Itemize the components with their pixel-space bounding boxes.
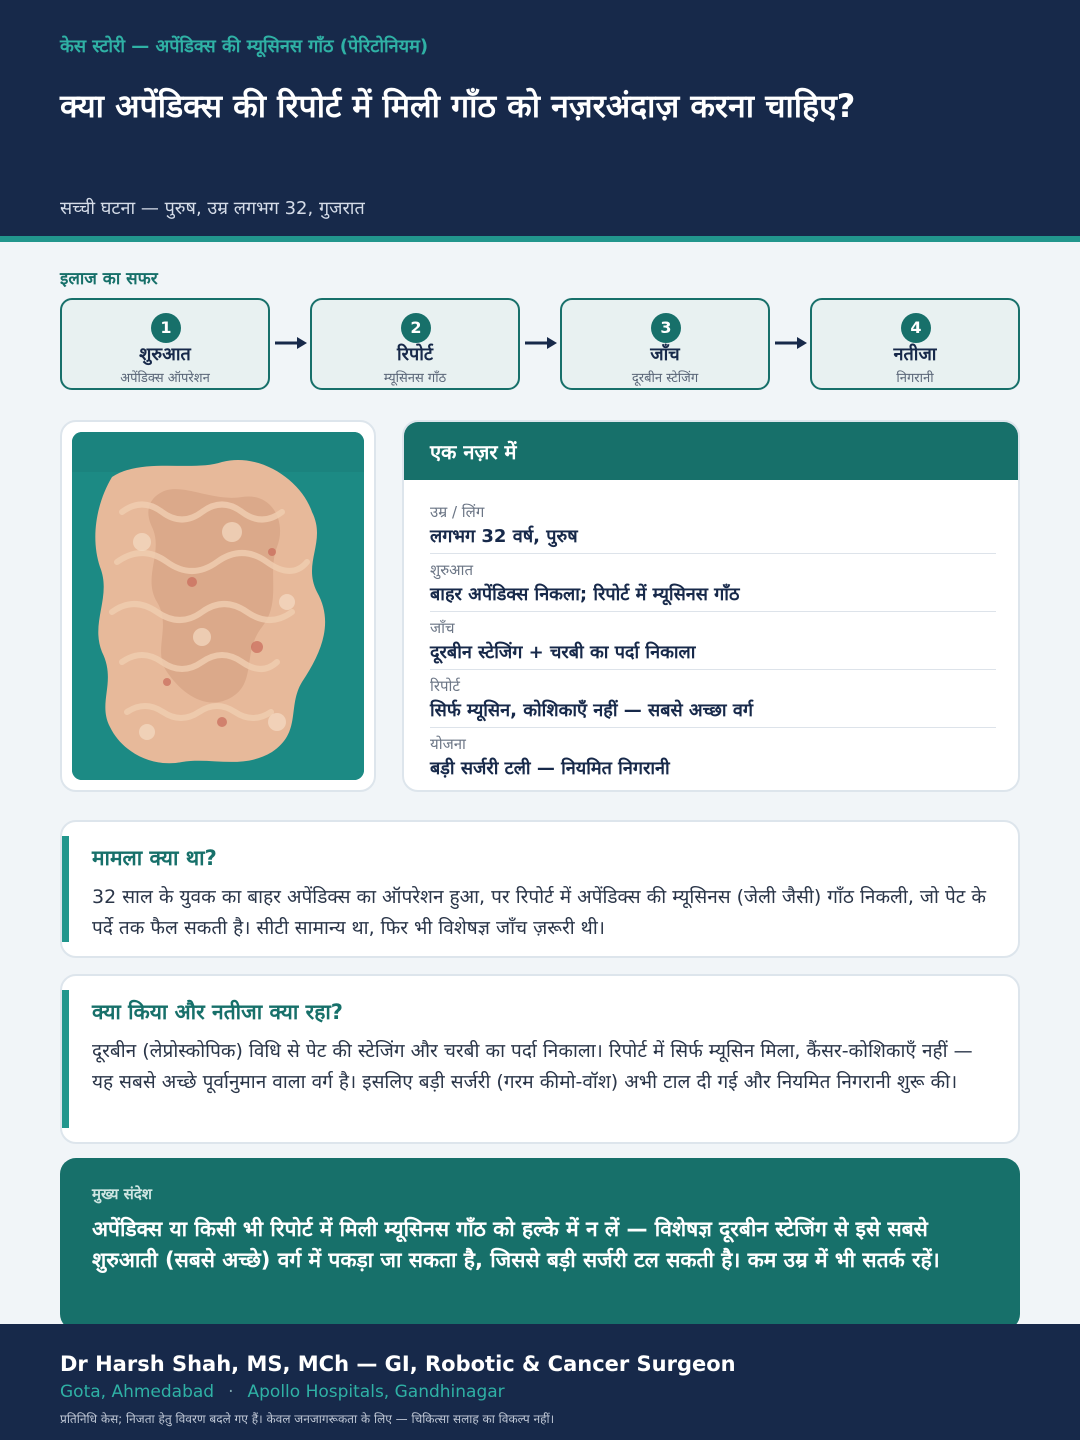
glance-label: उम्र / लिंग bbox=[430, 503, 485, 521]
glance-title: एक नज़र में bbox=[404, 422, 1018, 480]
key-message-card bbox=[60, 1158, 1020, 1330]
key-message-label: मुख्य संदेश bbox=[92, 1185, 152, 1203]
arrow-right-icon bbox=[523, 334, 559, 352]
separator: · bbox=[228, 1382, 234, 1402]
step-subtitle: निगरानी bbox=[896, 371, 934, 386]
arrow-right-icon bbox=[773, 334, 809, 352]
journey-label: इलाज का सफर bbox=[60, 269, 158, 289]
location-apollo: Apollo Hospitals, Gandhinagar bbox=[247, 1382, 505, 1402]
step-subtitle: अपेंडिक्स ऑपरेशन bbox=[120, 371, 210, 386]
step-title: शुरुआत bbox=[139, 344, 191, 365]
step-number: 4 bbox=[901, 313, 931, 343]
glance-row bbox=[430, 676, 996, 734]
step-number: 3 bbox=[651, 313, 681, 343]
at-a-glance-panel bbox=[402, 420, 1020, 792]
glance-value: बड़ी सर्जरी टली — नियमित निगरानी bbox=[430, 758, 670, 779]
header-accent-line bbox=[0, 236, 1080, 242]
glance-value: दूरबीन स्टेजिंग + चरबी का पर्दा निकाला bbox=[430, 642, 696, 663]
divider bbox=[430, 669, 996, 670]
footer bbox=[0, 1324, 1080, 1440]
doctor-name: Dr Harsh Shah, MS, MCh — GI, Robotic & Cancer Surgeon bbox=[60, 1352, 736, 1376]
glance-row bbox=[430, 734, 996, 792]
disclaimer: प्रतिनिधि केस; निजता हेतु विवरण बदले गए हैं। केवल जनजागरूकता के लिए — चिकित्सा सलाह का विकल्प नहीं। bbox=[60, 1412, 555, 1426]
case-text: 32 साल के युवक का बाहर अपेंडिक्स का ऑपरेशन हुआ, पर रिपोर्ट में अपेंडिक्स की म्यूसिनस (जेली जैसी) गाँठ निकली, जो पेट के पर्दे तक फैल सकती है। सीटी सामान्य था, फिर भी विशेषज्ञ जाँच ज़रूरी थी। bbox=[92, 886, 986, 939]
arrow-right-icon bbox=[273, 334, 309, 352]
glance-row bbox=[430, 560, 996, 618]
specimen-photo bbox=[72, 432, 364, 780]
kicker: केस स्टोरी — अपेंडिक्स की म्यूसिनस गाँठ (पेरिटोनियम) bbox=[60, 36, 429, 57]
step-number: 1 bbox=[151, 313, 181, 343]
journey-step bbox=[560, 298, 770, 390]
step-subtitle: दूरबीन स्टेजिंग bbox=[631, 371, 699, 386]
accent-bar bbox=[62, 990, 69, 1128]
accent-bar bbox=[62, 836, 69, 942]
glance-value: लगभग 32 वर्ष, पुरुष bbox=[430, 526, 578, 547]
step-title: जाँच bbox=[650, 344, 680, 365]
journey-step bbox=[310, 298, 520, 390]
glance-row bbox=[430, 502, 996, 560]
doctor-locations bbox=[60, 1382, 505, 1402]
outcome-text: दूरबीन (लेप्रोस्कोपिक) विधि से पेट की स्टेजिंग और चरबी का पर्दा निकाला। रिपोर्ट में सिर्फ म्यूसिन मिला, कैंसर-कोशिकाएँ नहीं — यह सबसे अच्छे पूर्वानुमान वाला वर्ग है। इसलिए बड़ी सर्जरी (गरम कीमो-वॉश) अभी टाल दी गई और नियमित निगरानी शुरू की। bbox=[92, 1040, 973, 1093]
key-message-text: अपेंडिक्स या किसी भी रिपोर्ट में मिली म्यूसिनस गाँठ को हल्के में न लें — विशेषज्ञ दूरबीन स्टेजिंग से इसे सबसे शुरुआती (सबसे अच्छे) वर्ग में पकड़ा जा सकता है, जिससे बड़ी सर्जरी टल सकती है। कम उम्र में भी सतर्क रहें। bbox=[92, 1217, 940, 1272]
glance-label: जाँच bbox=[430, 619, 455, 637]
step-title: नतीजा bbox=[893, 344, 937, 365]
glance-label: योजना bbox=[430, 735, 466, 753]
glance-row bbox=[430, 618, 996, 676]
glance-label: शुरुआत bbox=[430, 561, 474, 579]
location-gota: Gota, Ahmedabad bbox=[60, 1382, 215, 1402]
specimen-illustration bbox=[72, 432, 364, 780]
glance-label: रिपोर्ट bbox=[430, 677, 460, 695]
outcome-card bbox=[60, 974, 1020, 1144]
case-card bbox=[60, 820, 1020, 958]
outcome-title: क्या किया और नतीजा क्या रहा? bbox=[92, 1000, 343, 1024]
journey-step bbox=[810, 298, 1020, 390]
case-title: मामला क्या था? bbox=[92, 846, 217, 870]
step-number: 2 bbox=[401, 313, 431, 343]
page-subtitle: सच्ची घटना — पुरुष, उम्र लगभग 32, गुजरात bbox=[60, 198, 365, 219]
journey-step bbox=[60, 298, 270, 390]
treatment-journey bbox=[60, 298, 1020, 390]
step-subtitle: म्यूसिनस गाँठ bbox=[383, 371, 447, 386]
specimen-photo-card bbox=[60, 420, 376, 792]
divider bbox=[430, 553, 996, 554]
header-banner bbox=[0, 0, 1080, 236]
glance-value: सिर्फ म्यूसिन, कोशिकाएँ नहीं — सबसे अच्छा वर्ग bbox=[430, 700, 753, 721]
step-title: रिपोर्ट bbox=[397, 344, 433, 365]
divider bbox=[430, 611, 996, 612]
page-title: क्या अपेंडिक्स की रिपोर्ट में मिली गाँठ को नज़रअंदाज़ करना चाहिए? bbox=[60, 87, 856, 125]
glance-value: बाहर अपेंडिक्स निकला; रिपोर्ट में म्यूसिनस गाँठ bbox=[430, 584, 740, 605]
divider bbox=[430, 727, 996, 728]
